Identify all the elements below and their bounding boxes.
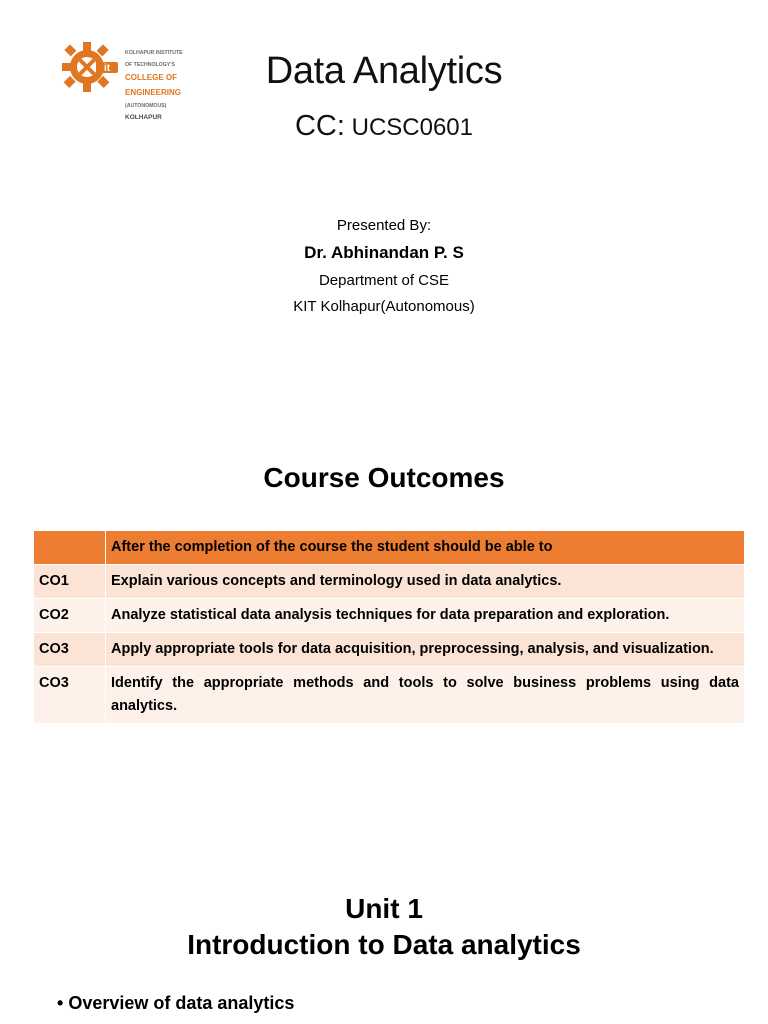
unit-heading: Unit 1	[345, 893, 423, 924]
logo-line: OF TECHNOLOGY'S	[125, 62, 175, 68]
institute: KIT Kolhapur(Autonomous)	[293, 298, 475, 315]
title-slide	[0, 0, 768, 450]
table-row	[34, 633, 745, 667]
table-header-text: After the completion of the course the student should be able to	[106, 531, 745, 565]
table-header-code	[34, 531, 106, 565]
cc-label: CC:	[294, 110, 345, 142]
co-text: Explain various concepts and terminology used in data analytics.	[106, 565, 745, 599]
course-outcomes-table	[33, 530, 745, 724]
table-row	[34, 667, 745, 724]
logo-engineering: ENGINEERING	[125, 87, 182, 97]
co-code: CO2	[34, 599, 106, 633]
department: Department of CSE	[318, 272, 450, 289]
svg-text:it: it	[103, 63, 111, 74]
author-name: Dr. Abhinandan P. S	[304, 243, 464, 262]
co-text: Identify the appropriate methods and tools to solve business problems using data analytics.	[106, 667, 745, 724]
co-text: Analyze statistical data analysis techniques for data preparation and exploration.	[106, 599, 745, 633]
cc-code: UCSC0601	[351, 114, 474, 141]
bullet-text: Overview of data analytics	[68, 993, 295, 1013]
course-outcomes-title: Course Outcomes	[263, 462, 505, 493]
logo-city: KOLHAPUR	[125, 114, 162, 121]
unit-subtitle: Introduction to Data analytics	[187, 929, 581, 960]
course-code-line	[0, 110, 768, 143]
bullet-item	[57, 993, 294, 1014]
presentation-title: Data Analytics	[265, 50, 503, 92]
co-code: CO3	[34, 633, 106, 667]
logo-college: COLLEGE OF	[125, 73, 177, 82]
presented-by-label: Presented By:	[336, 217, 432, 234]
logo-autonomous: (AUTONOMOUS)	[125, 103, 167, 109]
table-row	[34, 599, 745, 633]
co-text: Apply appropriate tools for data acquisition, preprocessing, analysis, and visualization.	[106, 633, 745, 667]
bullet-icon: •	[57, 993, 64, 1013]
co-code: CO1	[34, 565, 106, 599]
logo-line: KOLHAPUR INSTITUTE	[125, 50, 183, 56]
table-row	[34, 565, 745, 599]
co-code: CO3	[34, 667, 106, 724]
table-header-row	[34, 531, 745, 565]
